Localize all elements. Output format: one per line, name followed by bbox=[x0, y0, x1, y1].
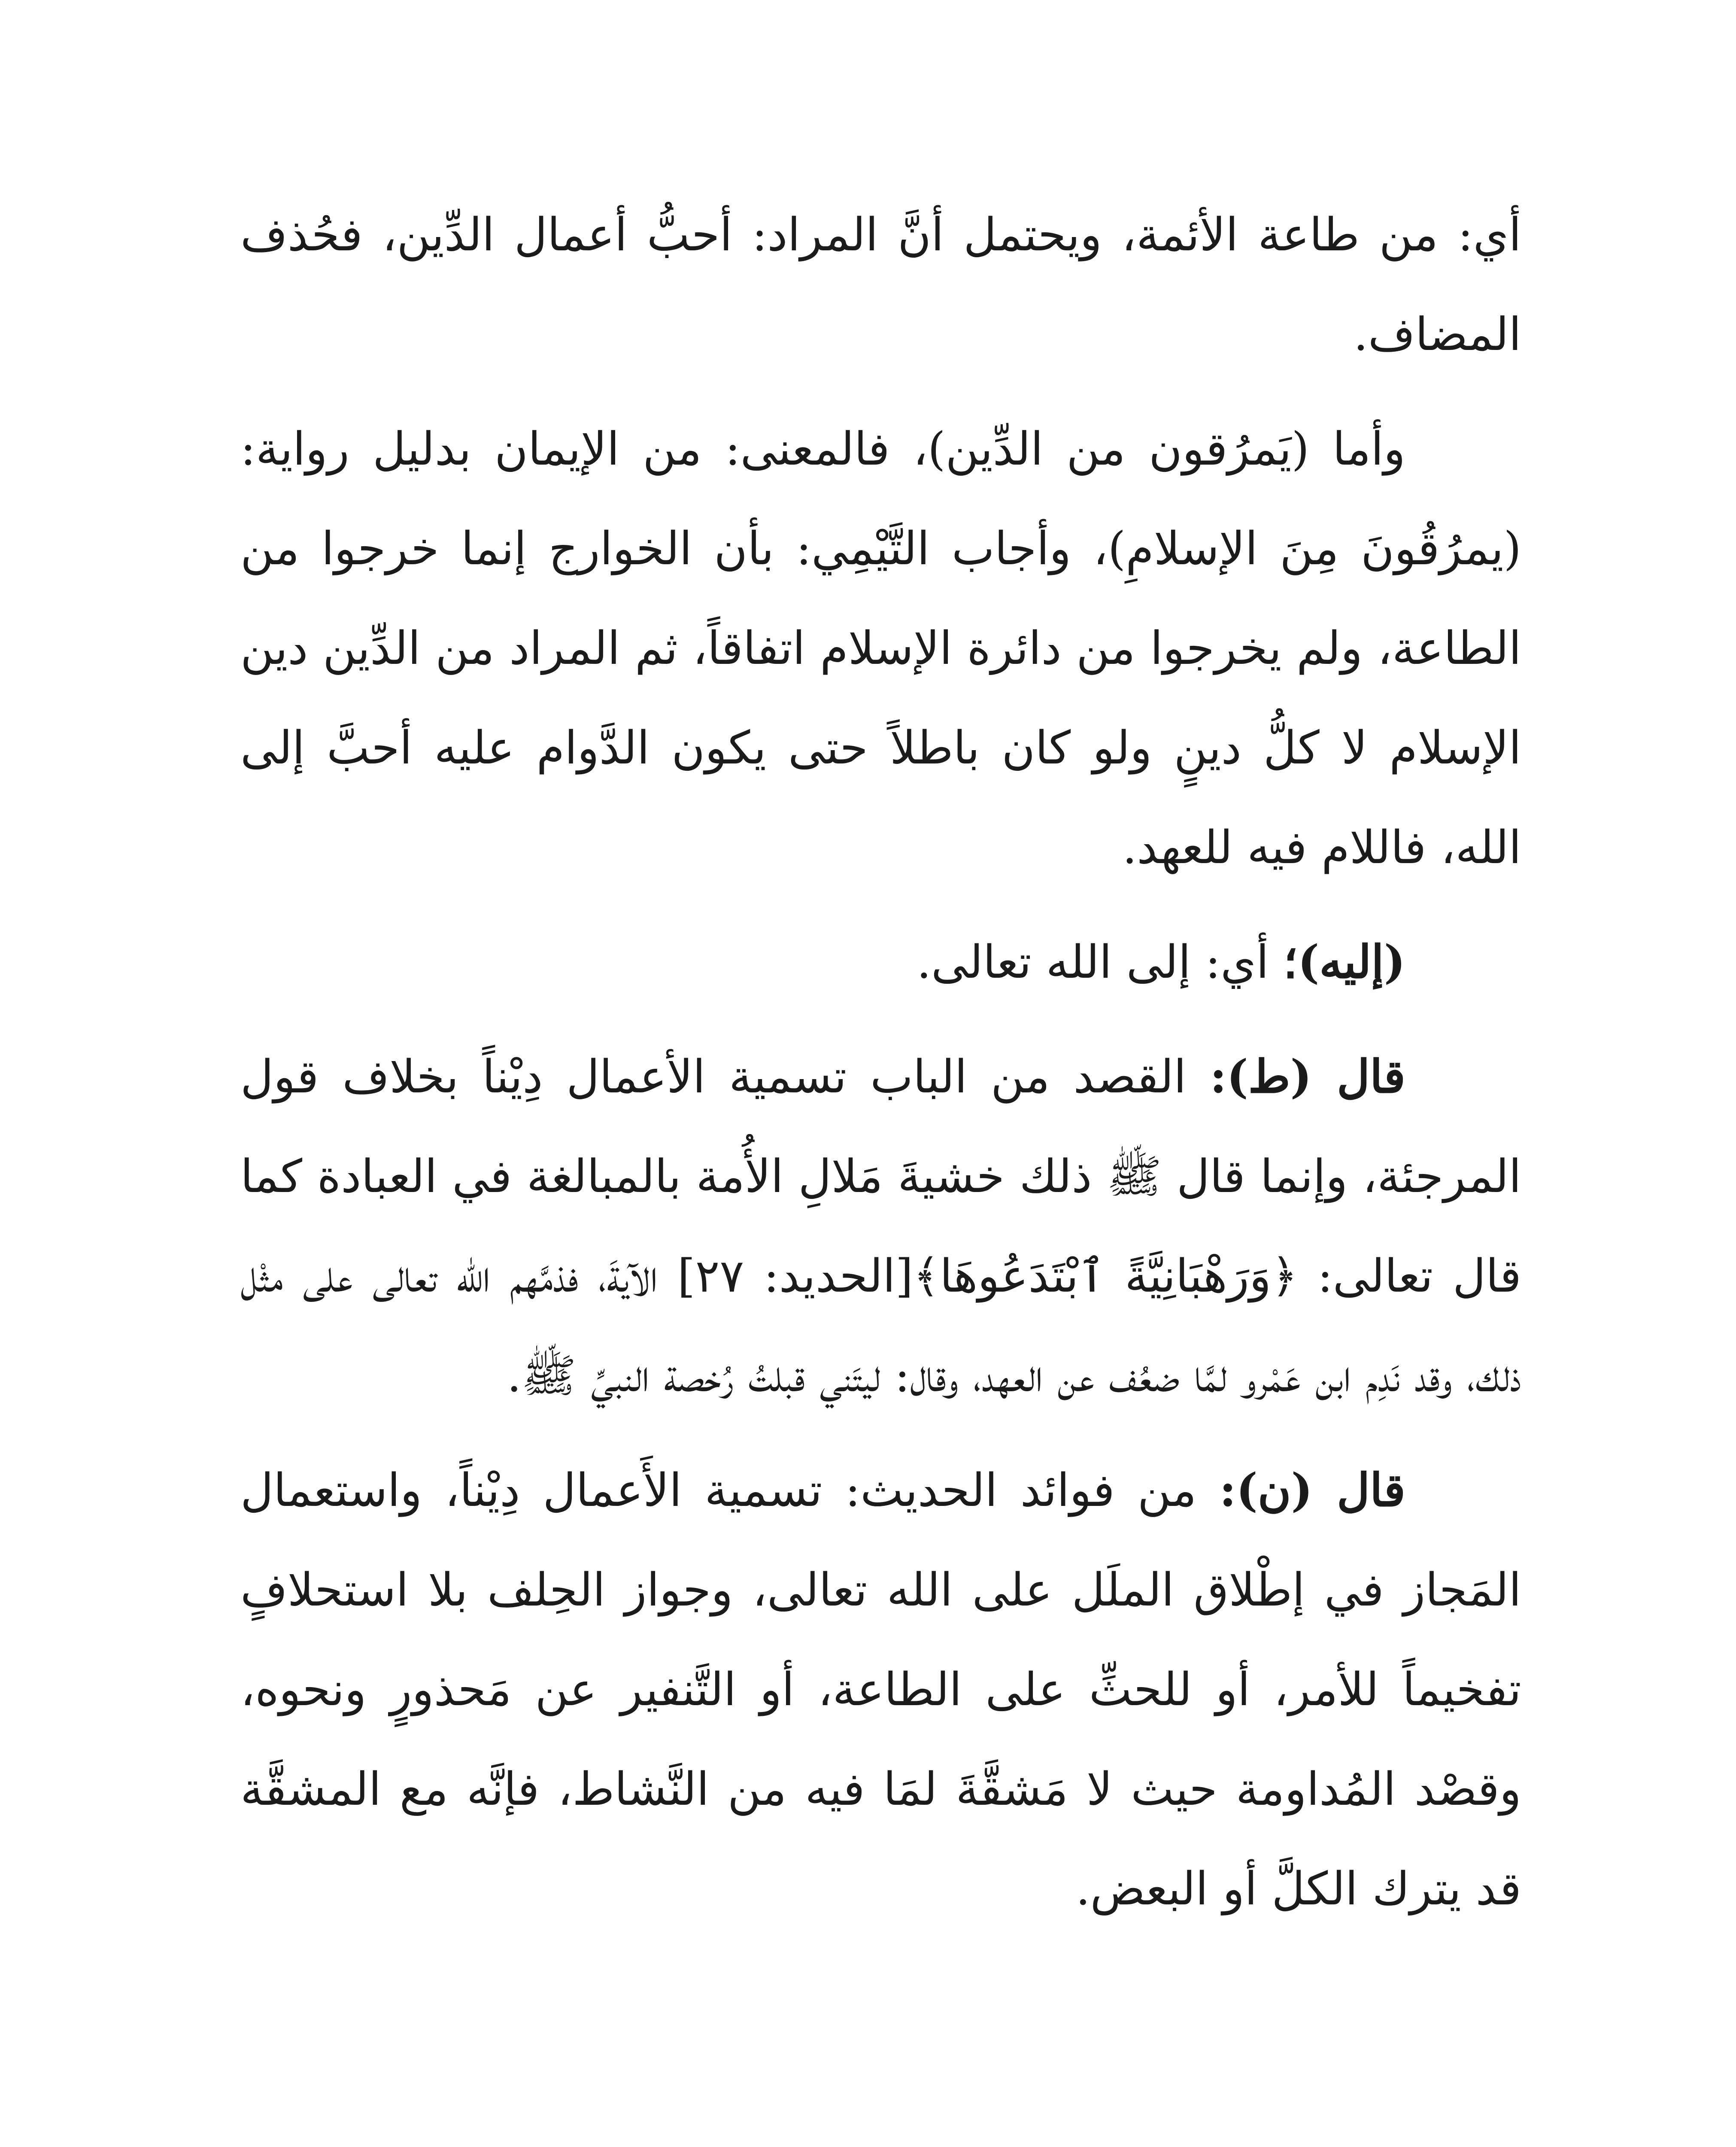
paragraph-3-text: أي: إلى الله تعالى. bbox=[917, 936, 1284, 988]
paragraph-2 bbox=[240, 399, 1521, 897]
paragraph-1-text: أي: من طاعة الأئمة، ويحتمل أنَّ المراد: أحبُّ أعمال الدِّين، فحُذف المضاف. bbox=[240, 208, 1521, 361]
paragraph-4 bbox=[240, 1027, 1521, 1426]
paragraph-5 bbox=[240, 1440, 1521, 1939]
paragraph-2-text: وأما (يَمرُقون من الدِّين)، فالمعنى: من الإيمان بدليل رواية: (يمرُقُونَ مِنَ الإسلامِ)، وأجاب التَّيْمِي: بأن الخوارج إنما خرجوا من الطاعة، ولم يخرجوا من دائرة الإسلام اتفاقاً، ثم المراد من الدِّين دين الإسلام لا كلُّ دينٍ ولو كان باطلاً حتى يكون الدَّوام عليه أحبَّ إلى الله، فاللام فيه للعهد. bbox=[240, 423, 1521, 874]
paragraph-5-lead: قال (ن): bbox=[1219, 1463, 1405, 1517]
paragraph-3 bbox=[240, 912, 1521, 1012]
paragraph-5-text: من فوائد الحديث: تسمية الأَعمال دِيْناً، واستعمال المَجاز في إطْلاق الملَل على الله تعالى، وجواز الحِلف بلا استحلافٍ تفخيماً للأمر، أو للحثِّ على الطاعة، أو التَّنفير عن مَحذورٍ ونحوه، وقصْد المُداومة حيث لا مَشقَّةَ لمَا فيه من النَّشاط، فإنَّه مع المشقَّة قد يترك الكلَّ أو البعض. bbox=[240, 1464, 1521, 1915]
paragraph-4-lead: قال (ط): bbox=[1210, 1049, 1406, 1103]
body-text bbox=[240, 185, 1521, 1953]
paragraph-3-lead: (إليه)؛ bbox=[1283, 935, 1405, 988]
paragraph-1 bbox=[240, 185, 1521, 384]
paragraph-4-text: القصد من الباب تسمية الأعمال دِيْناً بخلاف قول المرجئة، وإنما قال ﷺ ذلك خشيةَ مَلالِ الأُمة بالمبالغة في العبادة كما قال تعالى: ﴿وَرَهْبَانِيَّةً ٱبْتَدَعُوهَا﴾[الحديد: ٢٧] الآيةَ، فذمَّهم الله تعالى على مثْل ذلك، وقد نَدِم ابن عَمْرو لمَّا ضعُف عن العهد، وقال: ليتَني قبلتُ رُخصة النبيِّ ﷺ. bbox=[240, 1050, 1521, 1402]
